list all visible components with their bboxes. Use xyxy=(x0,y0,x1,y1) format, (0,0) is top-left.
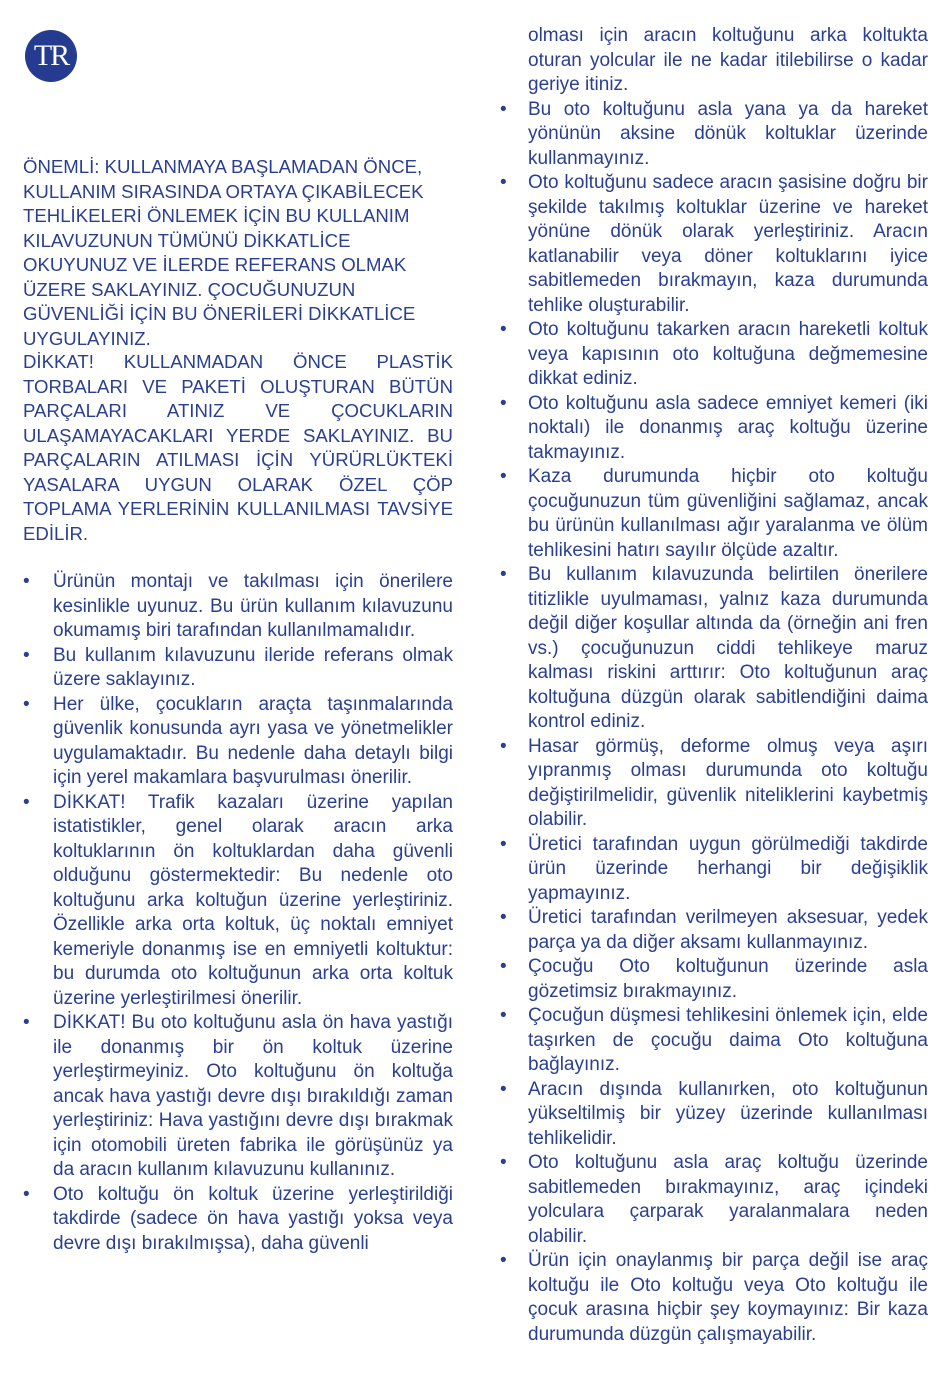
list-item xyxy=(498,735,928,833)
list-item-text: Oto koltuğunu sadece aracın şasisine doğru bir şekilde takılmış koltuklar üzerine ve hareket yönüne dönük olarak yerleştiriniz. Aracın katlanabilir veya döner koltuklarını iyice sabitlemeden bırakmayın, kaza durumunda tehlike oluşturabilir. xyxy=(528,172,928,316)
list-item-text: Aracın dışında kullanırken, oto koltuğunun yükseltilmiş bir yüzey üzerinde kullanılması tehlikelidir. xyxy=(528,1078,928,1149)
bullet-icon: • xyxy=(23,1012,30,1033)
bullet-icon: • xyxy=(500,319,507,340)
list-item xyxy=(498,465,928,563)
bullet-icon: • xyxy=(23,693,30,715)
list-item xyxy=(498,98,928,172)
list-item-text: Oto koltuğu ön koltuk üzerine yerleştirildiği takdirde (sadece ön hava yastığı yoksa veya devre dışı bırakılmışsa), daha güvenli xyxy=(53,1183,453,1254)
bullet-icon: • xyxy=(500,1152,507,1173)
bullet-icon: • xyxy=(500,956,507,977)
list-item-text: Oto koltuğunu asla araç koltuğu üzerinde sabitlemeden bırakmayınız, araç içindeki yolculara çarparak yaralanmalara neden olabilir. xyxy=(528,1152,928,1247)
list-item xyxy=(498,392,928,466)
bullet-icon: • xyxy=(500,1005,507,1026)
bullet-icon: • xyxy=(500,907,507,928)
list-item-text: Hasar görmüş, deforme olmuş veya aşırı yıpranmış olması durumunda oto koltuğu değiştirilmelidir, güvenlik niteliklerini kaybetmiş olabilir. xyxy=(528,735,928,830)
list-item-text: Her ülke, çocukların araçta taşınmalarında güvenlik konusunda ayrı yasa ve yönetmelikler uygulamaktadır. Bu nedenle daha detaylı bilgi için yerel makamlara başvurulması önerilir. xyxy=(53,693,453,788)
continued-paragraph: olması için aracın koltuğunu arka koltukta oturan yolcular ile ne kadar itilebilirse o kadar geriye itiniz. xyxy=(528,25,928,95)
right-safety-list xyxy=(498,98,928,1348)
bullet-icon: • xyxy=(500,564,507,585)
warning-notice: DİKKAT! KULLANMADAN ÖNCE PLASTİK TORBALARI VE PAKETİ OLUŞTURAN BÜTÜN PARÇALARI ATINIZ VE ÇOCUKLARIN ULAŞAMAYACAKLARI YERDE SAKLAYINIZ. BU PARÇALARIN ATILMASI İÇİN YÜRÜRLÜKTEKİ YASALARA UYGUN OLARAK ÖZEL ÇÖP TOPLAMA YERLERİNİN KULLANILMASI TAVSİYE EDİLİR. xyxy=(23,351,453,544)
bullet-icon: • xyxy=(23,1183,30,1205)
list-item-text: Çocuğu Oto koltuğunun üzerinde asla gözetimsiz bırakmayınız. xyxy=(528,956,928,1002)
list-item-text: Oto koltuğunu takarken aracın hareketli koltuk veya kapısının oto koltuğuna değmemesine dikkat ediniz. xyxy=(528,319,928,389)
list-item xyxy=(23,693,453,791)
bullet-icon: • xyxy=(23,791,30,813)
list-item xyxy=(498,563,928,735)
list-item-text: Bu oto koltuğunu asla yana ya da hareket yönünün aksine dönük koltuklar üzerinde kullanmayınız. xyxy=(528,98,928,169)
list-item-text: Ürünün montajı ve takılması için önerilere kesinlikle uyunuz. Bu ürün kullanım kılavuzunu okumamış biri tarafından kullanılmamalıdır. xyxy=(53,571,453,641)
bullet-icon: • xyxy=(500,392,507,414)
list-item-text: Çocuğun düşmesi tehlikesini önlemek için, elde taşırken de çocuğu daima Oto koltuğuna bağlayınız. xyxy=(528,1005,928,1075)
list-item xyxy=(498,833,928,907)
list-item-text: Ürün için onaylanmış bir parça değil ise araç koltuğu ile Oto koltuğu veya Oto koltuğu ile çocuk arasına hiçbir şey koymayınız: Bir kaza durumunda düzgün çalışmayabilir. xyxy=(528,1250,928,1345)
important-notice: ÖNEMLİ: KULLANMAYA BAŞLAMADAN ÖNCE, KULLANIM SIRASINDA ORTAYA ÇIKABİLECEK TEHLİKELERİ ÖNLEMEK İÇİN BU KULLANIM KILAVUZUNUN TÜMÜNÜ DİKKATLİCE OKUYUNUZ VE İLERDE REFERANS OLMAK ÜZERE SAKLAYINIZ. ÇOCUĞUNUZUN GÜVENLİĞİ İÇİN BU ÖNERİLERİ DİKKATLİCE UYGULAYINIZ. xyxy=(23,156,424,349)
list-item xyxy=(498,1151,928,1249)
list-item xyxy=(23,644,453,693)
bullet-icon: • xyxy=(500,172,507,193)
bullet-icon: • xyxy=(500,98,507,120)
bullet-icon: • xyxy=(500,1078,507,1100)
left-safety-list xyxy=(23,570,453,1256)
right-column xyxy=(498,24,928,1347)
bullet-icon: • xyxy=(500,735,507,757)
list-item xyxy=(23,570,453,644)
language-badge: TR xyxy=(25,30,77,82)
list-item xyxy=(23,1011,453,1183)
list-item xyxy=(23,791,453,1012)
list-item xyxy=(498,906,928,955)
list-item xyxy=(498,318,928,392)
list-item xyxy=(498,1004,928,1078)
bullet-icon: • xyxy=(500,466,507,487)
list-item xyxy=(498,1078,928,1152)
list-item-text: DİKKAT! Trafik kazaları üzerine yapılan istatistikler, genel olarak aracın arka koltuklarının ön koltuklardan daha güvenli olduğunu göstermektedir: Bu nedenle oto koltuğunu arka koltuğun üzerine yerleştiriniz. Özellikle arka orta koltuk, üç noktalı emniyet kemeriyle donanmış ise en emniyetli koltuktur: bu durumda oto koltuğunun arka orta koltuk üzerine yerleştirilmesi önerilir. xyxy=(53,791,453,1009)
list-item xyxy=(498,171,928,318)
bullet-icon: • xyxy=(23,571,30,592)
list-item-text: Üretici tarafından uygun görülmediği takdirde ürün üzerinde herhangi bir değişiklik yapmayınız. xyxy=(528,833,928,904)
list-item-text: Oto koltuğunu asla sadece emniyet kemeri (iki noktalı) ile donanmış araç koltuğu üzerine takmayınız. xyxy=(528,392,928,463)
list-item xyxy=(23,1183,453,1257)
list-item-text: Kaza durumunda hiçbir oto koltuğu çocuğunuzun tüm güvenliğini sağlamaz, ancak bu ürünün kullanılması ağır yaralanma ve ölüm tehlikesini hatırı sayılır ölçüde azaltır. xyxy=(528,466,928,561)
bullet-icon: • xyxy=(23,644,30,666)
list-item-text: Bu kullanım kılavuzunu ileride referans olmak üzere saklayınız. xyxy=(53,644,453,690)
list-item xyxy=(498,955,928,1004)
list-item-text: DİKKAT! Bu oto koltuğunu asla ön hava yastığı ile donanmış bir ön koltuk üzerine yerleştirmeyiniz. Oto koltuğunu ön koltuğa ancak hava yastığı devre dışı bırakıldığı zaman yerleştiriniz: Hava yastığını devre dışı bırakmak için otomobili üreten fabrika ile görüşünüz ya da aracın kullanım kılavuzunu kullanınız. xyxy=(53,1012,453,1180)
list-item-text: Bu kullanım kılavuzunda belirtilen önerilere titizlikle uyulmaması, yalnız kaza durumunda değil diğer koşullar altında da (örneğin ani fren vs.) çocuğunuzun ciddi tehlikeye maruz kalması riskini arttırır: Oto koltuğunun araç koltuğuna düzgün olarak sabitlendiğini daima kontrol ediniz. xyxy=(528,564,928,732)
bullet-icon: • xyxy=(500,833,507,855)
list-item-text: Üretici tarafından verilmeyen aksesuar, yedek parça ya da diğer aksamı kullanmayınız. xyxy=(528,907,928,953)
bullet-icon: • xyxy=(500,1250,507,1271)
list-item xyxy=(498,1249,928,1347)
